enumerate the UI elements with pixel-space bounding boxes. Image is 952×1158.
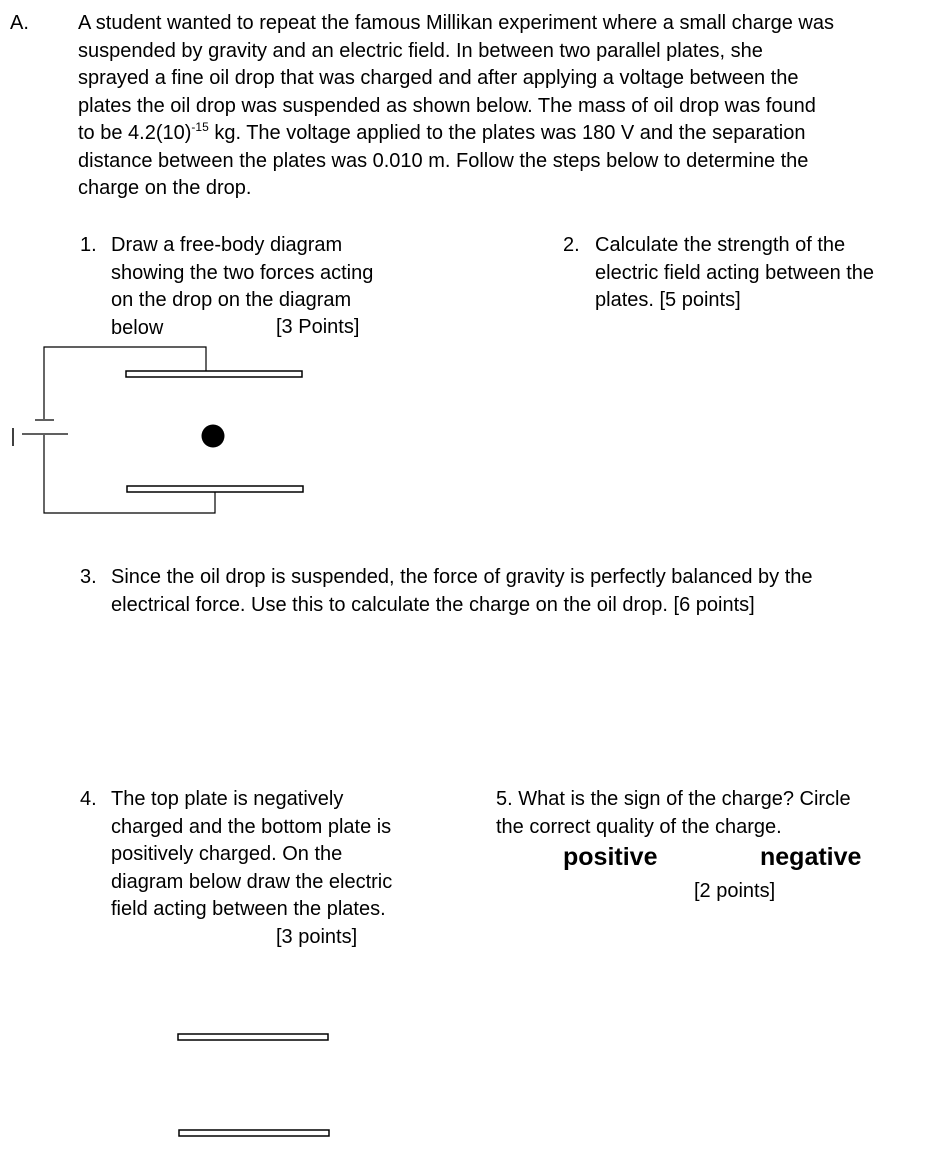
circuit-svg (0, 340, 320, 525)
q5-line-1: 5. What is the sign of the charge? Circle (496, 788, 851, 810)
field-top-plate (178, 1034, 328, 1040)
bottom-plate (127, 486, 303, 492)
q2-line-3: plates. [5 points] (595, 289, 741, 311)
q2-text (595, 232, 935, 315)
q4-line-4: diagram below draw the electric (111, 870, 393, 893)
intro-line-7: charge on the drop. (78, 177, 252, 199)
oil-drop (202, 425, 225, 448)
q4-line-2: charged and the bottom plate is (111, 815, 392, 838)
q4-points: [3 points] (276, 926, 358, 948)
q3-line-1: Since the oil drop is suspended, the force of gravity is perfectly balanced by the (111, 566, 813, 588)
q2-line-1: Calculate the strength of the (595, 234, 846, 256)
q4-line-3: positively charged. On the (111, 843, 343, 865)
choice-negative[interactable]: negative (760, 843, 862, 871)
millikan-diagram (0, 340, 320, 525)
mass-exponent: -15 (191, 120, 209, 134)
bottom-wire (44, 435, 215, 513)
intro-paragraph (78, 10, 938, 203)
q1-line-2: showing the two forces acting (111, 261, 374, 284)
q1-line-1: Draw a free-body diagram (111, 234, 343, 256)
field-diagram (170, 1025, 340, 1145)
intro-line-3: sprayed a fine oil drop that was charged and after applying a voltage between the (78, 67, 799, 89)
q1-line-4: below (111, 316, 164, 339)
q5-points: [2 points] (694, 880, 776, 902)
intro-line-2: suspended by gravity and an electric field. In between two parallel plates, she (78, 39, 763, 62)
q1-text (111, 232, 411, 342)
q5-line-2: the correct quality of the charge. (496, 815, 782, 838)
q3-text (111, 564, 941, 619)
top-plate (126, 371, 302, 377)
q2-line-2: electric field acting between the (595, 261, 875, 284)
q1-number: 1. (80, 234, 97, 256)
field-plates-svg (170, 1025, 340, 1145)
q1-points: [3 Points] (276, 316, 360, 338)
field-bottom-plate (179, 1130, 329, 1136)
mass-value-base: to be 4.2(10) (78, 122, 192, 144)
q4-text (111, 786, 441, 924)
section-letter: A. (10, 12, 29, 34)
q3-line-2: electrical force. Use this to calculate the charge on the oil drop. [6 points] (111, 593, 755, 616)
intro-line-5 (78, 120, 938, 148)
q5-text (496, 786, 936, 841)
q4-line-1: The top plate is negatively (111, 788, 344, 810)
q3-number: 3. (80, 566, 97, 588)
intro-line-1: A student wanted to repeat the famous Millikan experiment where a small charge was (78, 12, 834, 34)
choice-positive[interactable]: positive (563, 843, 658, 871)
q2-number: 2. (563, 234, 580, 256)
intro-line-5-rest: kg. The voltage applied to the plates was 180 V and the separation (208, 122, 806, 144)
intro-line-6: distance between the plates was 0.010 m. Follow the steps below to determine the (78, 149, 809, 172)
intro-line-4: plates the oil drop was suspended as shown below. The mass of oil drop was found (78, 94, 816, 117)
q4-line-5: field acting between the plates. (111, 898, 386, 920)
q4-number: 4. (80, 788, 97, 810)
top-wire (44, 347, 206, 419)
q1-line-3: on the drop on the diagram (111, 289, 352, 311)
